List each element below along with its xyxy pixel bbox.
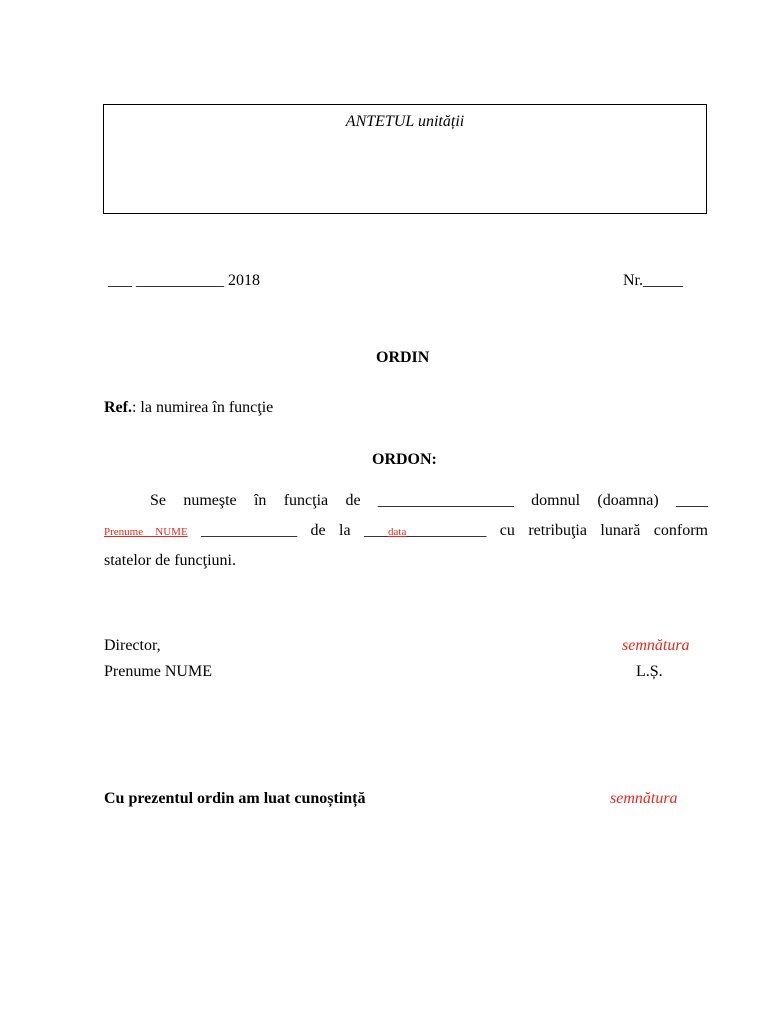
name-placeholder: Prenume NUME: [104, 526, 188, 538]
reference-line: [104, 399, 273, 417]
body-line-2: [104, 522, 708, 540]
body-line-2-text-b: __________ cu retribuţia lunară conform: [406, 522, 708, 539]
letterhead-box: [103, 104, 707, 214]
director-signature: semnătura: [622, 637, 690, 654]
body-line-3: statelor de funcţiuni.: [104, 552, 236, 569]
body-line-1: Se numeşte în funcţia de _________________ domnul (doamna) ____: [150, 492, 708, 509]
acknowledgement-text: Cu prezentul ordin am luat cunoștință: [104, 790, 366, 807]
reference-label: Ref.: [104, 399, 132, 416]
director-name: Prenume NUME: [104, 663, 212, 680]
date-placeholder: data: [388, 526, 407, 538]
director-role: Director,: [104, 637, 161, 654]
date-line: ___ ___________ 2018: [108, 272, 260, 289]
letterhead-label: ANTETUL unității: [345, 113, 465, 130]
body-line-2-text-a: ____________ de la ___: [187, 522, 389, 539]
reference-text: : la numirea în funcţie: [131, 399, 274, 416]
acknowledgement-signature: semnătura: [610, 790, 678, 807]
order-number: Nr._____: [623, 272, 683, 289]
document-title: ORDIN: [376, 349, 430, 366]
stamp-placeholder: L.Ș.: [636, 663, 663, 680]
ordon-heading: ORDON:: [372, 451, 437, 468]
